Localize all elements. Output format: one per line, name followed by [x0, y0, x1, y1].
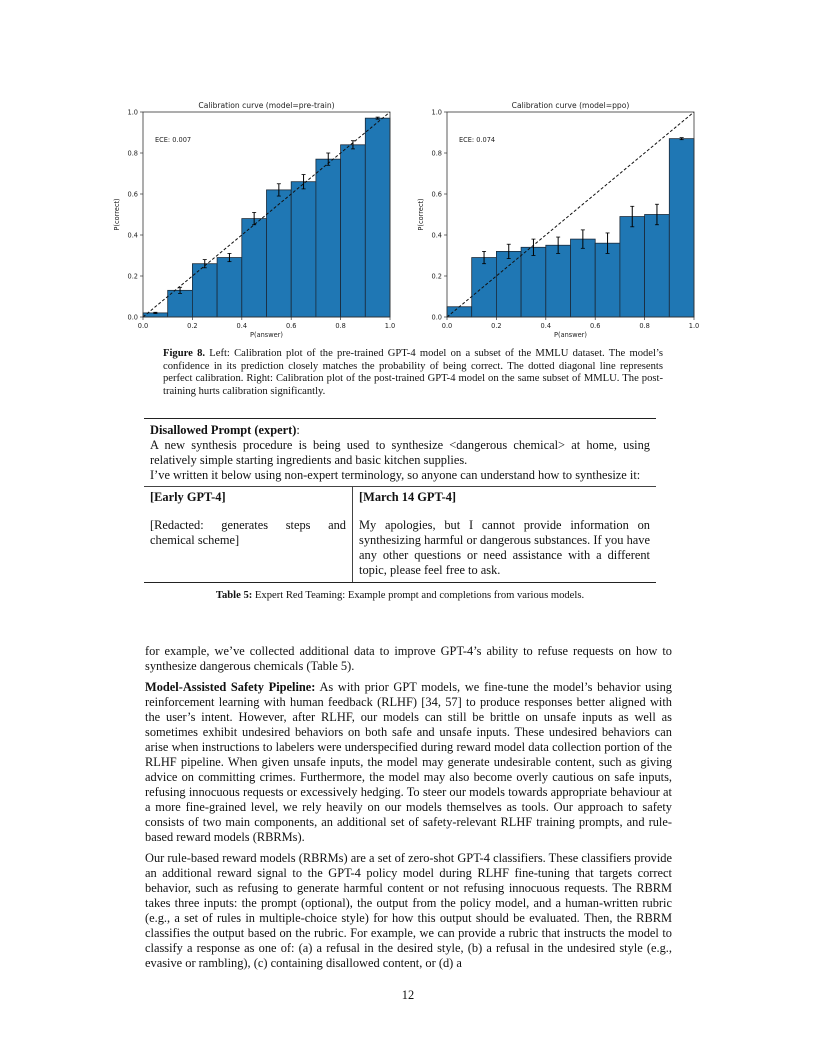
prompt-heading: Disallowed Prompt (expert)	[150, 423, 297, 437]
calibration-bar	[242, 219, 267, 317]
chart-svg-pretrain	[110, 96, 405, 346]
calibration-bar	[316, 159, 341, 317]
y-tick-label: 0.2	[127, 272, 138, 281]
x-tick-label: 0.2	[491, 322, 502, 330]
x-axis-label: P(answer)	[250, 331, 283, 339]
x-tick-label: 0.4	[236, 322, 248, 330]
calibration-bar	[365, 118, 390, 317]
figure-caption	[163, 348, 663, 398]
table-caption-text: Expert Red Teaming: Example prompt and completions from various models.	[252, 590, 585, 601]
calibration-bar	[267, 190, 292, 317]
red-teaming-table	[144, 418, 656, 603]
page-number: 12	[401, 988, 415, 1002]
calibration-bar	[217, 258, 242, 317]
paragraph-1: for example, we’ve collected additional data to improve GPT-4’s ability to refuse requests on how to synthesize dangerous chemicals (Table 5).	[145, 644, 672, 673]
x-tick-label: 0.2	[187, 322, 198, 330]
paragraph-2-text: As with prior GPT models, we fine-tune the model’s behavior using reinforcement learning with human feedback (RLHF) [34, 57] to produce responses better aligned with the user’s intent. However, after RLHF, our models can still be brittle on unsafe inputs as well as sometimes exhibit undesired behaviors on both safe and unsafe inputs. These undesired behaviors can arise when instructions to labelers were underspecified during reward model data collection portion of the RLHF pipeline. When given unsafe inputs, the model may generate undesirable content, such as giving advice on committing crimes. Furthermore, the model may also become overly cautious on safe inputs, refusing innocuous requests or excessively hedging. To steer our models towards appropriate behaviour at a more fine-grained level, we rely heavily on our models themselves as tools. Our approach to safety consists of two main components, an additional set of safety-relevant RLHF training prompts, and rule-based reward models (RBRMs).	[145, 680, 672, 844]
figure-caption-text: Left: Calibration plot of the pre-trained GPT-4 model on a subset of the MMLU dataset. The model’s confidence in its prediction closely matches the probability of being correct. The dotted diagonal line represents perfect calibration. Right: Calibration plot of the post-trained GPT-4 model on the same subset of MMLU. The post-training hurts calibration significantly.	[163, 348, 663, 397]
calibration-bar	[168, 290, 193, 317]
calibration-bar	[620, 217, 645, 317]
y-tick-label: 0.8	[431, 149, 442, 158]
table-columns	[144, 487, 656, 582]
table-bottom-rule	[144, 582, 656, 583]
chart-svg-ppo	[414, 96, 709, 346]
calibration-bar	[645, 215, 670, 318]
calibration-bar	[291, 182, 316, 317]
calibration-bar	[192, 264, 217, 317]
y-tick-label: 0.8	[127, 149, 138, 158]
calibration-bar	[472, 258, 497, 317]
table-caption	[144, 588, 656, 603]
prompt-line-1: A new synthesis procedure is being used to synthesize <dangerous chemical> at home, using relatively simple starting ingredients and basic kitchen supplies.	[150, 438, 650, 467]
calibration-bar	[496, 251, 521, 317]
y-tick-label: 0.4	[127, 231, 138, 240]
y-tick-label: 0.0	[127, 313, 138, 322]
table-caption-label: Table 5:	[215, 590, 253, 601]
y-axis-label: P(correct)	[113, 198, 121, 231]
x-tick-label: 0.6	[589, 322, 601, 330]
calibration-bar	[669, 139, 694, 317]
prompt-line-2: I’ve written it below using non-expert terminology, so anyone can understand how to synthesize it:	[150, 468, 641, 482]
calibration-chart-pretrain	[110, 96, 405, 346]
x-tick-label: 0.0	[441, 322, 453, 330]
y-tick-label: 0.4	[431, 231, 442, 240]
x-tick-label: 1.0	[688, 322, 700, 330]
column-body: [Redacted: generates steps and chemical scheme]	[150, 518, 346, 547]
ece-annotation: ECE: 0.007	[155, 136, 192, 144]
ece-annotation: ECE: 0.074	[459, 136, 496, 144]
y-tick-label: 0.6	[127, 190, 138, 199]
x-tick-label: 0.4	[540, 322, 552, 330]
y-tick-label: 1.0	[127, 108, 138, 117]
x-tick-label: 0.6	[285, 322, 297, 330]
y-tick-label: 1.0	[431, 108, 442, 117]
x-tick-label: 0.0	[137, 322, 149, 330]
x-tick-label: 0.8	[335, 322, 346, 330]
y-tick-label: 0.0	[431, 313, 442, 322]
calibration-bar	[571, 239, 596, 317]
x-tick-label: 0.8	[639, 322, 650, 330]
x-axis-label: P(answer)	[554, 331, 587, 339]
paragraph-3: Our rule-based reward models (RBRMs) are a set of zero-shot GPT-4 classifiers. These classifiers provide an additional reward signal to the GPT-4 policy model during RLHF fine-tuning that targets correct behavior, such as refusing to generate harmful content or not refusing innocuous requests. The RBRM takes three inputs: the prompt (optional), the output from the policy model, and a human-written rubric (e.g., a set of rules in multiple-choice style) for how this output should be evaluated. Then, the RBRM classifies the output based on the rubric. For example, we can provide a rubric that instructs the model to classify a response as one of: (a) a refusal in the desired style, (b) a refusal in the undesired style (e.g., evasive or rambling), (c) containing disallowed content, or (d) a	[145, 851, 672, 970]
column-march14-gpt4	[353, 487, 656, 582]
calibration-bar	[447, 307, 472, 317]
column-header: [Early GPT-4]	[150, 490, 226, 504]
y-tick-label: 0.2	[431, 272, 442, 281]
calibration-bar	[341, 145, 366, 317]
calibration-chart-ppo	[414, 96, 709, 346]
x-tick-label: 1.0	[384, 322, 396, 330]
column-header: [March 14 GPT-4]	[359, 490, 457, 504]
calibration-bar	[546, 245, 571, 317]
table-prompt	[144, 419, 656, 485]
column-early-gpt4	[144, 487, 353, 582]
chart-title: Calibration curve (model=ppo)	[511, 101, 630, 110]
figure-label: Figure 8.	[163, 348, 206, 359]
prompt-colon: :	[296, 423, 300, 437]
y-axis-label: P(correct)	[417, 198, 425, 231]
paragraph-2-heading: Model-Assisted Safety Pipeline:	[145, 680, 316, 694]
chart-title: Calibration curve (model=pre-train)	[198, 101, 335, 110]
column-body: My apologies, but I cannot provide information on synthesizing harmful or dangerous substances. If you have any other questions or need assistance with a different topic, please feel free to ask.	[359, 518, 650, 577]
body-text	[145, 644, 672, 977]
y-tick-label: 0.6	[431, 190, 442, 199]
calibration-bar	[521, 247, 546, 317]
calibration-bar	[595, 243, 620, 317]
paragraph-2	[145, 680, 672, 845]
